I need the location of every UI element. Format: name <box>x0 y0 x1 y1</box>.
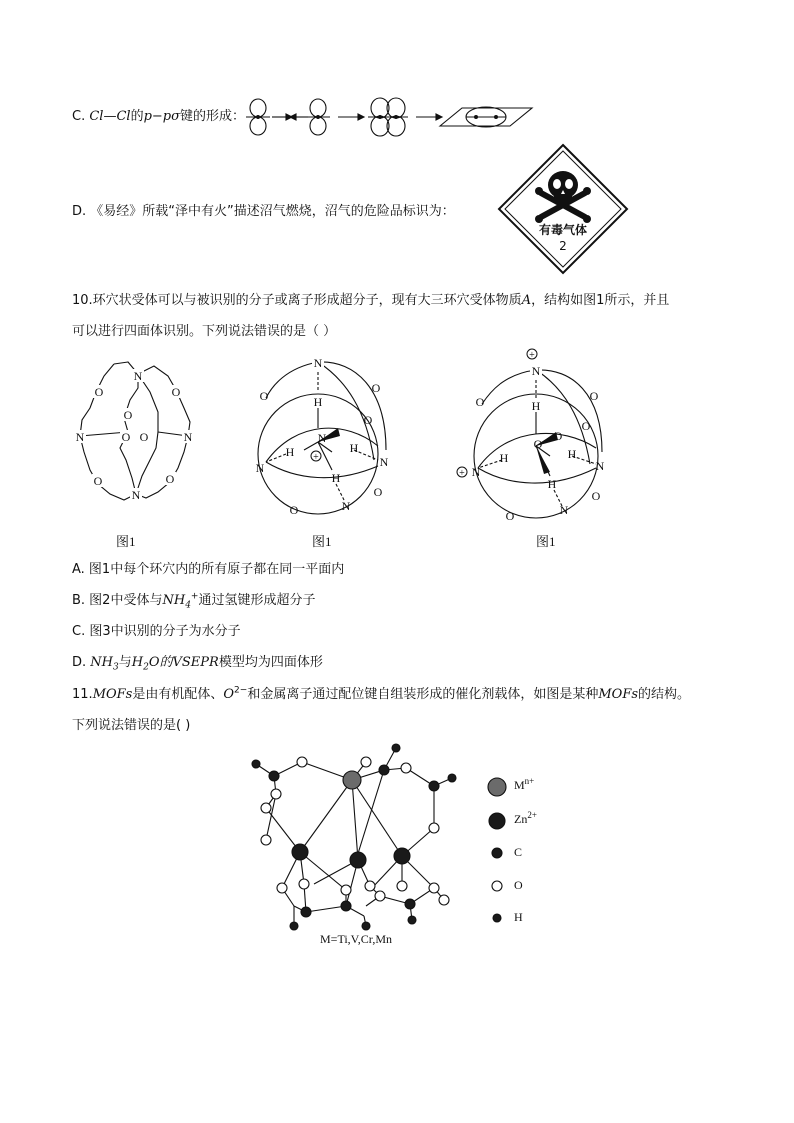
legend-h: H <box>514 910 523 924</box>
legend-c: C <box>514 845 523 859</box>
q10-stem-line2: 可以进行四面体识别。下列说法错误的是（ ） <box>72 324 337 339</box>
svg-text:O: O <box>165 472 175 486</box>
q10-option-d: D. $NH_3$与$H_2O$的VSEPR模型均为四面体形 <box>72 655 323 673</box>
q10-option-a: A. 图1中每个环穴内的所有原子都在同一平面内 <box>72 562 345 577</box>
sign-class-number: 2 <box>559 239 567 253</box>
o-atom <box>299 879 309 889</box>
svg-text:+: + <box>459 468 465 479</box>
c-atom <box>301 907 311 917</box>
o-atom <box>261 803 271 813</box>
zn-ion-atom <box>350 852 366 868</box>
o-atom-legend-icon <box>492 881 502 891</box>
svg-text:O: O <box>139 430 149 444</box>
mof-legend <box>486 775 566 935</box>
svg-text:O: O <box>93 474 103 488</box>
o-atom <box>401 763 411 773</box>
c-atom <box>429 781 439 791</box>
c-atom <box>379 765 389 775</box>
q11-stem-line2: 下列说法错误的是( ) <box>72 718 191 733</box>
figure2-caption: 图1 <box>312 534 332 549</box>
svg-text:N: N <box>255 461 265 475</box>
figure1-cryptand-structure <box>66 352 202 512</box>
q10-stem-line1: 10.环穴状受体可以与被识别的分子或离子形成超分子，现有大三环穴受体物质A，结构如图1所示，并且 <box>72 293 670 308</box>
svg-text:O: O <box>505 509 515 523</box>
svg-text:H: H <box>499 451 509 465</box>
m-ion-legend-icon <box>488 778 506 796</box>
h-atom <box>252 760 260 768</box>
sign-label: 有毒气体 <box>538 223 587 237</box>
svg-text:H: H <box>547 477 557 491</box>
svg-text:O: O <box>171 385 181 399</box>
o-atom <box>397 881 407 891</box>
svg-text:N: N <box>595 459 605 473</box>
zn-ion-atom <box>394 848 410 864</box>
svg-text:N: N <box>317 431 327 445</box>
svg-text:H: H <box>531 399 541 413</box>
q10-option-b: B. 图2中受体与$NH_4^+$通过氢键形成超分子 <box>72 591 316 611</box>
c-atom <box>341 901 351 911</box>
q9-option-d: D. 《易经》所载“泽中有火”描述沼气燃烧，沼气的危险品标识为： <box>72 204 455 219</box>
svg-text:N: N <box>131 488 141 502</box>
svg-text:N: N <box>341 499 351 513</box>
svg-text:O: O <box>581 419 591 433</box>
svg-text:N: N <box>313 356 323 370</box>
h-atom <box>290 922 298 930</box>
o-atom <box>375 891 385 901</box>
svg-text:+: + <box>313 452 319 463</box>
svg-text:O: O <box>123 408 133 422</box>
o-atom <box>365 881 375 891</box>
o-atom <box>429 883 439 893</box>
figure2-ammonium-supramolecule <box>246 350 398 522</box>
o-atom <box>277 883 287 893</box>
svg-text:N: N <box>559 503 569 517</box>
svg-text:H: H <box>567 447 577 461</box>
legend-zn-ion: $Zn^{2+}$ <box>514 810 537 826</box>
h-atom <box>448 774 456 782</box>
h-atom <box>408 916 416 924</box>
svg-text:O: O <box>371 381 381 395</box>
c-atom-legend-icon <box>492 848 502 858</box>
o-atom <box>297 757 307 767</box>
o-atom <box>341 885 351 895</box>
o-atom <box>261 835 271 845</box>
svg-text:N: N <box>471 465 481 479</box>
h-atom <box>392 744 400 752</box>
svg-text:O: O <box>475 395 485 409</box>
o-atom <box>271 789 281 799</box>
p-orbital-overlap-diagram <box>240 96 540 140</box>
svg-text:O: O <box>589 389 599 403</box>
zn-ion-legend-icon <box>489 813 505 829</box>
svg-text:O: O <box>363 413 373 427</box>
o-atom <box>429 823 439 833</box>
svg-text:N: N <box>133 369 143 383</box>
legend-o: O <box>514 878 523 892</box>
svg-text:O: O <box>289 503 299 517</box>
q10-option-c: C. 图3中识别的分子为水分子 <box>72 624 241 639</box>
figure3-caption: 图1 <box>536 534 556 549</box>
q11-stem-line1: 11.MOFs是由有机配体、$O^{2-}$和金属离子通过配位键自组装形成的催化剂载体，如图是某种MOFs的结构。 <box>72 685 691 702</box>
q9-option-c: C. Cl—Cl的p−pσ键的形成： <box>72 109 246 124</box>
cl-cl-formula: Cl—Cl <box>89 109 131 124</box>
svg-text:O: O <box>373 485 383 499</box>
figure3-water-supramolecule <box>452 344 610 524</box>
h-atom <box>362 922 370 930</box>
svg-text:H: H <box>285 445 295 459</box>
m-metal-note: M=Ti,V,Cr,Mn <box>320 932 392 946</box>
o-atom <box>361 757 371 767</box>
svg-text:H: H <box>349 441 359 455</box>
h-atom-legend-icon <box>493 914 501 922</box>
svg-text:N: N <box>379 455 389 469</box>
o-atom <box>439 895 449 905</box>
mof-structure-diagram <box>244 740 464 936</box>
c-atom <box>405 899 415 909</box>
c-atom <box>269 771 279 781</box>
svg-text:+: + <box>529 350 535 361</box>
svg-text:O: O <box>121 430 131 444</box>
p-p-sigma: p−pσ <box>143 109 180 124</box>
svg-text:N: N <box>75 430 85 444</box>
svg-text:O: O <box>94 385 104 399</box>
svg-text:N: N <box>531 364 541 378</box>
svg-text:O: O <box>591 489 601 503</box>
svg-text:O: O <box>259 389 269 403</box>
svg-text:O: O <box>533 437 543 451</box>
svg-text:H: H <box>313 395 323 409</box>
svg-text:O: O <box>553 429 563 443</box>
svg-text:N: N <box>183 430 193 444</box>
zn-ion-atom <box>292 844 308 860</box>
figure1-caption: 图1 <box>116 534 136 549</box>
m-ion-atom <box>343 771 361 789</box>
legend-m-ion: $M^{n+}$ <box>514 776 535 792</box>
svg-text:H: H <box>331 471 341 485</box>
toxic-gas-hazard-sign <box>497 143 629 275</box>
